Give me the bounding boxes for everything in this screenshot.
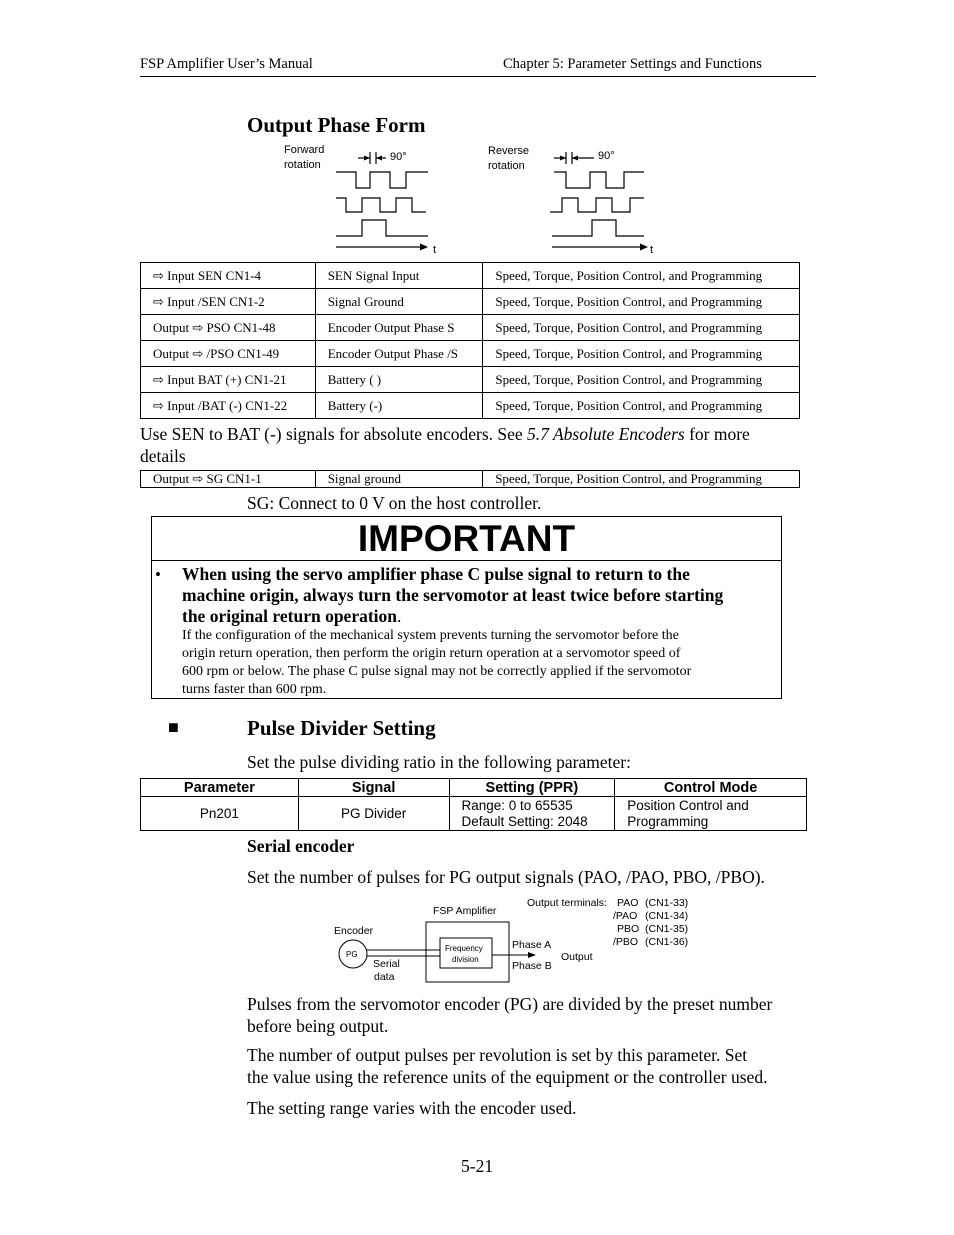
abs-note-line2: details [140,446,186,466]
absolute-encoder-note [140,423,810,467]
serial-label: Serial [373,958,400,970]
terminal-name: /PAO [613,910,638,922]
parameter-cell: Pn201 [141,797,299,831]
table-row [141,393,800,419]
table-header-row [141,779,807,797]
mode-cell: Speed, Torque, Position Control, and Programming [483,263,800,289]
paragraph-line: Pulses from the servomotor encoder (PG) are divided by the preset number [247,994,773,1014]
forward-time-label: t [433,244,437,256]
bullet-marker: • [155,565,161,584]
mode-cell: Speed, Torque, Position Control, and Programming [483,393,800,419]
mode-cell: Speed, Torque, Position Control, and Programming [483,315,800,341]
paragraph-range: The setting range varies with the encoder used. [247,1098,577,1118]
terminal-name: PBO [617,923,640,935]
column-header: Signal [298,779,449,797]
signal-cell: ⇨ Input /SEN CN1-2 [141,289,316,315]
table-row [141,797,807,831]
warning-line-text: the original return operation [182,606,398,626]
mode-cell: Speed, Torque, Position Control, and Programming [483,471,800,488]
signal-table [140,262,800,419]
column-header: Control Mode [615,779,807,797]
mode-line: Position Control and [627,797,749,813]
name-cell: Signal ground [315,471,483,488]
reverse-time-label: t [650,244,654,256]
mode-line: Programming [627,813,709,829]
table-row [141,471,800,488]
name-cell: Battery (-) [315,393,483,419]
signal-cell: Output ⇨ SG CN1-1 [141,471,316,488]
warning-line: When using the servo amplifier phase C pulse signal to return to the [182,564,690,584]
name-cell: Battery ( ) [315,367,483,393]
pulse-divider-diagram [330,893,710,993]
pulse-divider-title: Pulse Divider Setting [247,716,436,740]
signal-cell: ⇨ Input SEN CN1-4 [141,263,316,289]
table-row [141,341,800,367]
terminal-pin: (CN1-33) [645,897,689,909]
reverse-label-2: rotation [488,160,525,172]
output-arrow-icon [528,952,536,958]
terminal-pin: (CN1-36) [645,936,689,948]
paragraph-pulses [247,993,827,1037]
section-marker-icon: ■ [168,717,179,737]
forward-label-1: Forward [284,144,325,156]
table-row [141,263,800,289]
paragraph-line: The number of output pulses per revolution is set by this parameter. Set [247,1045,748,1065]
reverse-angle-label: 90° [598,150,615,162]
important-detail [182,627,780,699]
paragraph-line: before being output. [247,1016,389,1036]
encoder-label: Encoder [334,925,374,937]
important-box [151,516,782,699]
detail-line: If the configuration of the mechanical system prevents turning the servomotor before the [182,628,679,643]
mode-cell: Speed, Torque, Position Control, and Programming [483,367,800,393]
abs-note-text: Use SEN to BAT (-) signals for absolute encoders. See [140,424,528,444]
phase-waveform-diagram [270,140,690,258]
signal-cell: PG Divider [298,797,449,831]
setting-cell [449,797,615,831]
forward-angle-label: 90° [390,151,407,163]
warning-line: machine origin, always turn the servomotor at least twice before starting [182,585,724,605]
reverse-label-1: Reverse [488,145,529,157]
output-phase-title: Output Phase Form [247,113,426,137]
detail-line: origin return operation, then perform the origin return operation at a servomotor speed of [182,646,681,661]
table-row [141,315,800,341]
pulse-divider-intro: Set the pulse dividing ratio in the following parameter: [247,752,631,772]
table-row [141,367,800,393]
terminal-name: PAO [617,897,639,909]
terminal-pin: (CN1-34) [645,910,689,922]
signal-cell: Output ⇨ PSO CN1-48 [141,315,316,341]
mode-cell: Speed, Torque, Position Control, and Programming [483,289,800,315]
pg-label: PG [346,950,358,959]
table-row [141,289,800,315]
division-label: division [452,955,479,964]
serial-encoder-heading: Serial encoder [247,836,355,856]
terminal-name: /PBO [613,936,639,948]
output-terminals-label: Output terminals: [527,897,607,909]
important-warning [182,564,780,627]
signal-cell: ⇨ Input /BAT (-) CN1-22 [141,393,316,419]
paragraph-line: the value using the reference units of the equipment or the controller used. [247,1067,768,1087]
setting-default: Default Setting: 2048 [461,813,588,829]
paragraph-output-pulses [247,1044,827,1088]
amplifier-label: FSP Amplifier [433,905,497,917]
mode-cell: Speed, Torque, Position Control, and Programming [483,341,800,367]
warning-line-period: . [397,606,402,626]
detail-line: turns faster than 600 rpm. [182,682,327,697]
abs-note-reference[interactable]: 5.7 Absolute Encoders [527,424,685,444]
column-header: Parameter [141,779,299,797]
name-cell: SEN Signal Input [315,263,483,289]
warning-line [182,606,780,627]
detail-line: 600 rpm or below. The phase C pulse signal may not be correctly applied if the servomotor [182,664,692,679]
header-chapter-title: Chapter 5: Parameter Settings and Functions [503,56,762,72]
header-manual-title: FSP Amplifier User’s Manual [140,56,313,72]
abs-note-text-end: for more [684,424,750,444]
signal-cell: Output ⇨ /PSO CN1-49 [141,341,316,367]
data-label: data [374,971,395,983]
setting-range: Range: 0 to 65535 [461,797,573,813]
output-label: Output [561,951,593,963]
column-header: Setting (PPR) [449,779,615,797]
sg-note: SG: Connect to 0 V on the host controller. [247,493,542,513]
page-number: 5-21 [461,1156,494,1176]
serial-encoder-text: Set the number of pulses for PG output signals (PAO, /PAO, PBO, /PBO). [247,867,765,887]
signal-cell: ⇨ Input BAT (+) CN1-21 [141,367,316,393]
forward-label-2: rotation [284,159,321,171]
header-rule [140,76,816,77]
name-cell: Encoder Output Phase /S [315,341,483,367]
phase-a-label: Phase A [512,939,552,951]
parameter-table [140,778,807,831]
terminal-pin: (CN1-35) [645,923,689,935]
important-title: IMPORTANT [152,517,781,561]
name-cell: Encoder Output Phase S [315,315,483,341]
frequency-label: Frequency [445,944,483,953]
phase-b-label: Phase B [512,960,552,972]
name-cell: Signal Ground [315,289,483,315]
sg-table [140,470,800,488]
mode-cell [615,797,807,831]
